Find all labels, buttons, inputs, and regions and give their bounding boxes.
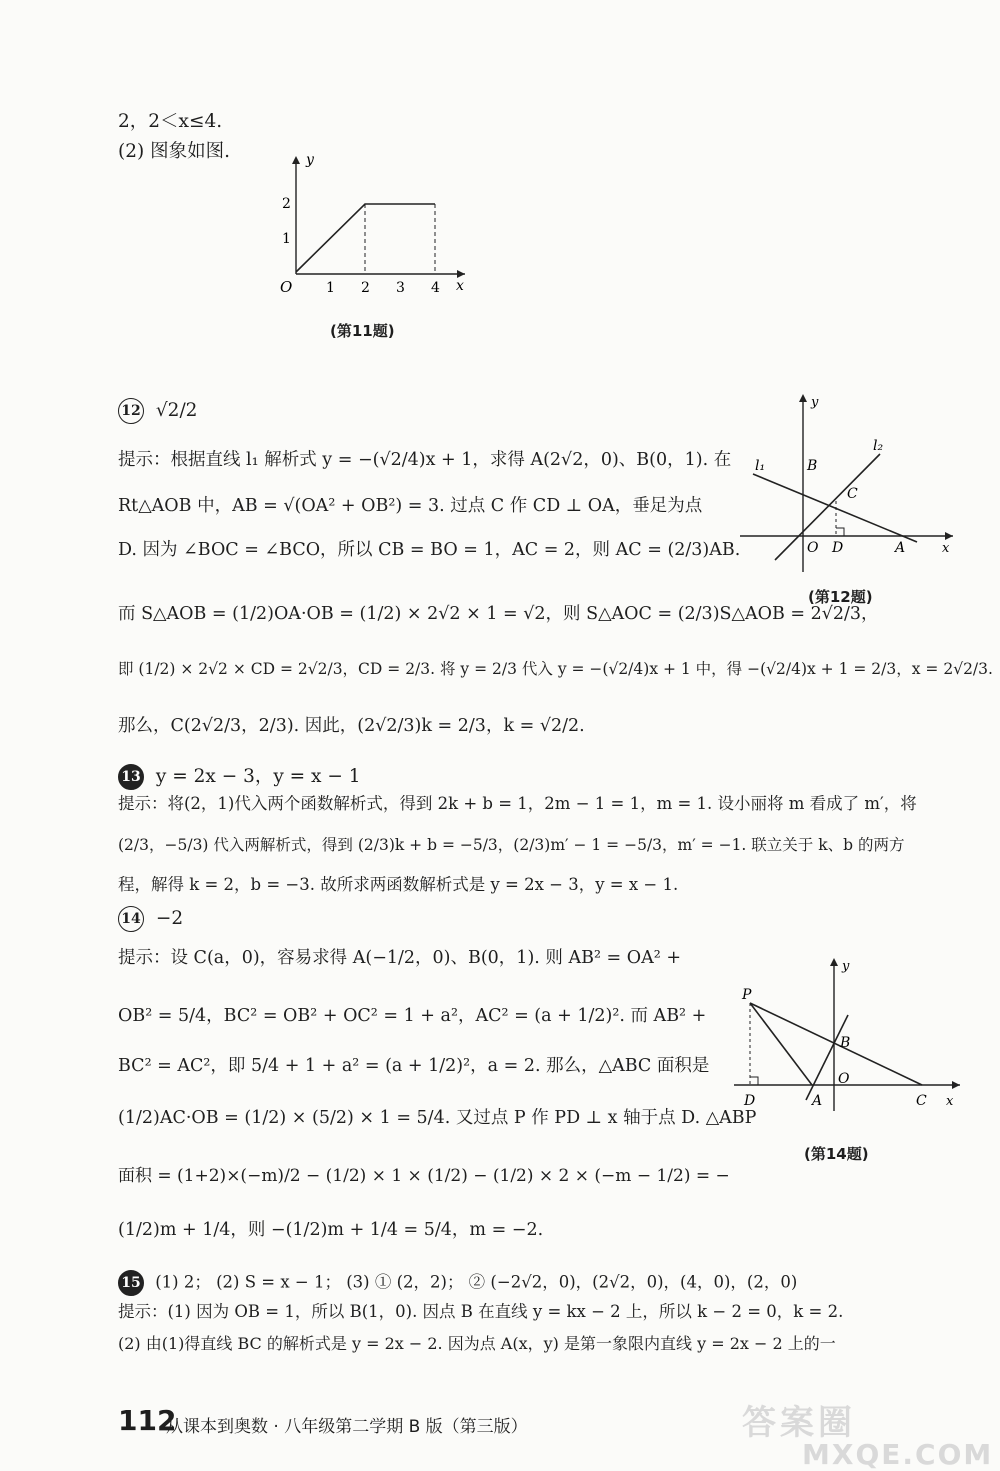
question-answer: √2/2 <box>155 400 198 421</box>
line-ab <box>806 1015 851 1100</box>
label: y <box>811 395 819 410</box>
line-l1 <box>753 474 917 542</box>
figure-12 <box>735 390 960 580</box>
label: O <box>807 540 819 556</box>
label: O <box>838 1071 850 1087</box>
page-number: 112 <box>118 1404 177 1437</box>
figure-caption: (第11题) <box>330 322 395 340</box>
figure-caption: (第14题) <box>804 1145 869 1163</box>
label: l₂ <box>873 438 884 454</box>
question-answer: −2 <box>155 908 184 929</box>
hint-line: OB² = 5/4，BC² = OB² + OC² = 1 + a²，AC² = (a + 1/2)². 而 AB² + <box>118 1006 707 1026</box>
book-title: 从课本到奥数 · 八年级第二学期 B 版（第三版） <box>166 1417 528 1437</box>
figure-caption: (第12题) <box>808 588 873 606</box>
y-arrow-icon <box>292 156 300 164</box>
hint-line: 提示：(1) 因为 OB = 1，所以 B(1，0). 因点 B 在直线 y = kx − 2 上，所以 k − 2 = 0，k = 2. <box>118 1302 844 1321</box>
watermark-url: MXQE.COM <box>802 1438 994 1471</box>
label: D <box>832 540 844 556</box>
right-angle-mark <box>750 1077 758 1085</box>
hint-line: 提示：将(2，1)代入两个函数解析式，得到 2k + b = 1，2m − 1 = 1，m = 1. 设小丽将 m 看成了 m′，将 <box>118 794 917 813</box>
y-arrow-icon <box>799 394 807 402</box>
hint-line: 那么，C(2√2/3，2/3). 因此，(2√2/3)k = 2/3，k = √2/2. <box>118 716 585 736</box>
hint-line: 提示：设 C(a，0)，容易求得 A(−1/2，0)、B(0，1). 则 AB² = OA² + <box>118 948 681 968</box>
y-arrow-icon <box>830 958 838 966</box>
figure-14 <box>730 955 965 1115</box>
x-arrow-icon <box>945 532 953 540</box>
x-axis-label: x <box>456 278 464 294</box>
hint-line: (2) 由(1)得直线 BC 的解析式是 y = 2x − 2. 因为点 A(x，y) 是第一象限内直线 y = 2x − 2 上的一 <box>118 1334 836 1353</box>
label: C <box>847 486 858 502</box>
x-tick: 3 <box>396 280 405 296</box>
question-number: 15 <box>118 1270 144 1296</box>
question-number: 12 <box>118 398 144 424</box>
question-answer: (1) 2； (2) S = x − 1； (3) ① (2，2)； ② (−2√2，0)，(2√2，0)，(4，0)，(2，0) <box>155 1272 798 1292</box>
label: B <box>807 458 818 474</box>
question-answer: y = 2x − 3，y = x − 1 <box>155 766 361 787</box>
hint-line: 即 (1/2) × 2√2 × CD = 2√2/3，CD = 2/3. 将 y = 2/3 代入 y = −(√2/4)x + 1 中，得 −(√2/4)x + 1 = 2/3，x = 2√2/3. <box>118 660 993 678</box>
label: l₁ <box>755 458 766 474</box>
y-tick: 2 <box>282 196 291 212</box>
origin-label: O <box>280 278 293 296</box>
hint-line: BC² = AC²，即 5/4 + 1 + a² = (a + 1/2)²，a = 2. 那么，△ABC 面积是 <box>118 1056 710 1076</box>
answer-line: 2，2＜x≤4. <box>118 111 223 132</box>
line-pc <box>750 1003 922 1085</box>
question-number: 14 <box>118 906 144 932</box>
label: P <box>742 987 752 1003</box>
x-tick: 1 <box>326 280 335 296</box>
label: x <box>946 1094 954 1109</box>
label: D <box>744 1093 756 1109</box>
question-14-header <box>118 906 183 932</box>
x-arrow-icon <box>457 270 465 278</box>
line-pa <box>750 1003 812 1085</box>
label: x <box>942 541 950 556</box>
hint-line: Rt△AOB 中，AB = √(OA² + OB²) = 3. 过点 C 作 CD ⊥ OA，垂足为点 <box>118 496 703 516</box>
figure-11 <box>260 150 480 300</box>
question-13-header <box>118 764 361 790</box>
x-tick: 2 <box>361 280 370 296</box>
hint-line: (1/2)AC·OB = (1/2) × (5/2) × 1 = 5/4. 又过点 P 作 PD ⊥ x 轴于点 D. △ABP <box>118 1108 757 1128</box>
label: B <box>840 1035 851 1051</box>
question-15-header <box>118 1270 797 1296</box>
answer-line: (2) 图象如图. <box>118 141 230 162</box>
y-axis-label: y <box>306 152 314 168</box>
question-12-header <box>118 398 197 424</box>
line-l2 <box>775 454 880 560</box>
label: C <box>916 1093 927 1109</box>
x-arrow-icon <box>952 1081 960 1089</box>
label: A <box>895 540 906 556</box>
watermark-logo <box>742 1395 994 1471</box>
label: y <box>842 959 850 974</box>
y-tick: 1 <box>282 231 291 247</box>
hint-line: 而 S△AOB = (1/2)OA·OB = (1/2) × 2√2 × 1 = √2，则 S△AOC = (2/3)S△AOB = 2√2/3， <box>118 604 879 624</box>
hint-line: (2/3，−5/3) 代入两解析式，得到 (2/3)k + b = −5/3，(2/3)m′ − 1 = −5/3，m′ = −1. 联立关于 k、b 的两方 <box>118 836 905 854</box>
hint-line: 提示：根据直线 l₁ 解析式 y = −(√2/4)x + 1，求得 A(2√2，0)、B(0，1). 在 <box>118 450 732 470</box>
hint-line: 程，解得 k = 2，b = −3. 故所求两函数解析式是 y = 2x − 3，y = x − 1. <box>118 875 679 894</box>
hint-line: D. 因为 ∠BOC = ∠BCO，所以 CB = BO = 1，AC = 2，则 AC = (2/3)AB. <box>118 540 741 560</box>
question-number: 13 <box>118 764 144 790</box>
label: A <box>812 1093 823 1109</box>
hint-line: (1/2)m + 1/4，则 −(1/2)m + 1/4 = 5/4，m = −2. <box>118 1220 544 1240</box>
hint-line: 面积 = (1+2)×(−m)/2 − (1/2) × 1 × (1/2) − (1/2) × 2 × (−m − 1/2) = − <box>118 1166 730 1186</box>
x-tick: 4 <box>431 280 440 296</box>
right-angle-mark <box>836 528 844 536</box>
watermark-text: 答案圈 <box>742 1403 856 1443</box>
